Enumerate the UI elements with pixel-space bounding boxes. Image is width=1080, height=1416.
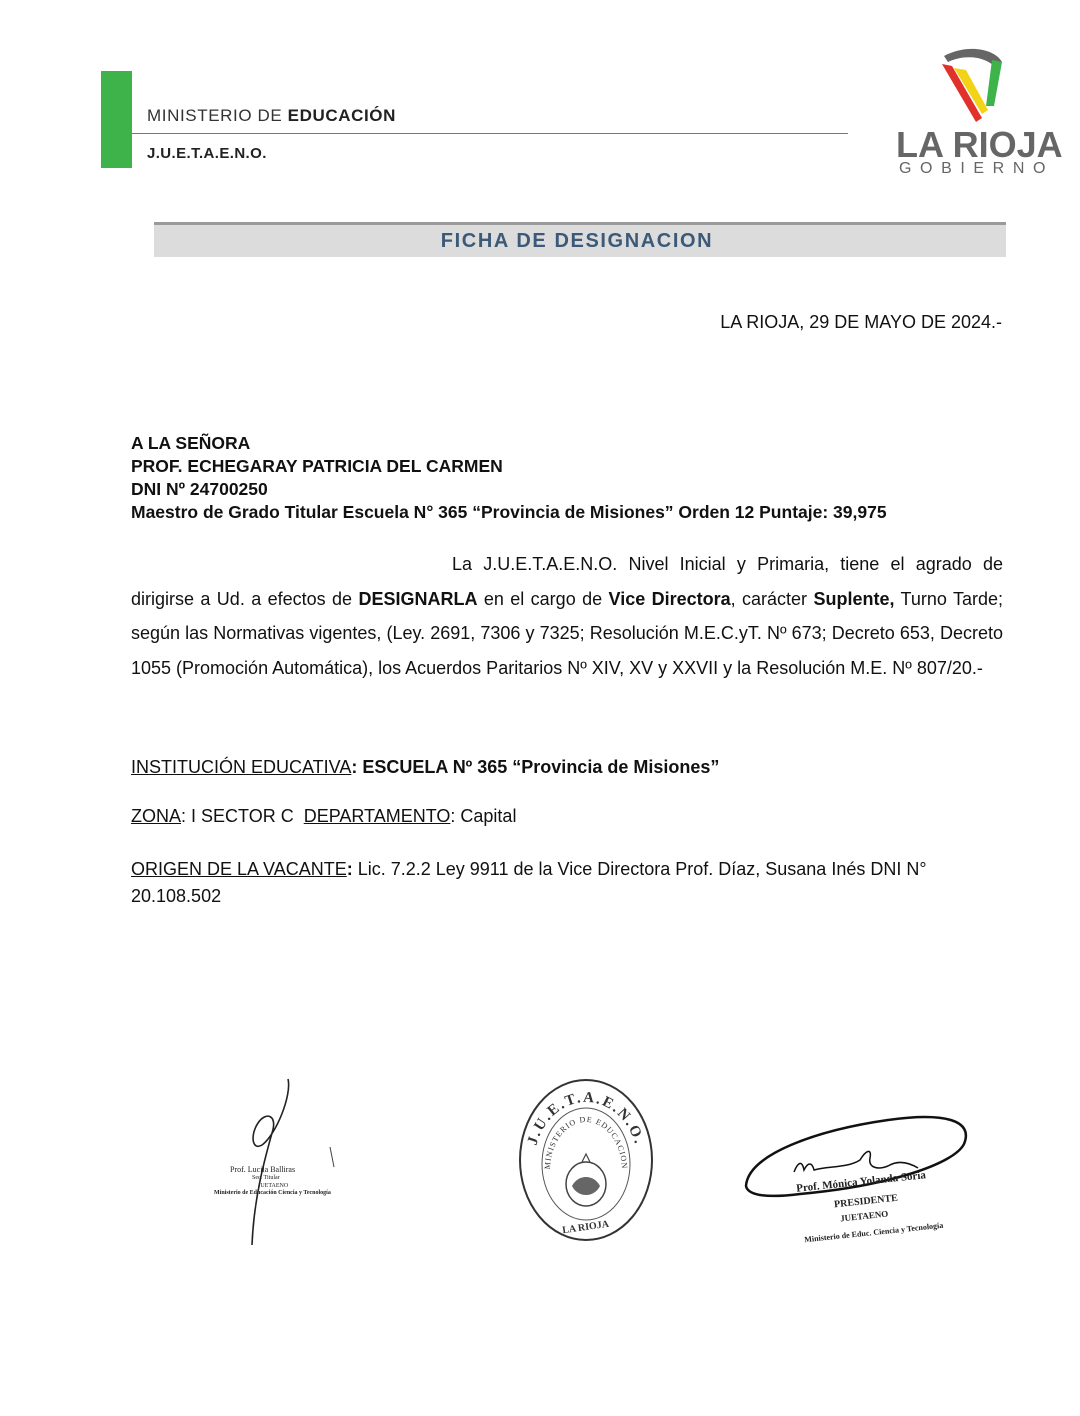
zona-field (131, 806, 516, 827)
svg-text:MINISTERIO DE EDUCACION: MINISTERIO DE EDUCACION (542, 1114, 630, 1170)
department-value: : Capital (450, 806, 517, 826)
institution-field: INSTITUCIÓN EDUCATIVA: ESCUELA Nº 365 “Provincia de Misiones” (131, 757, 720, 777)
agency-name: J.U.E.T.A.E.N.O. (147, 145, 267, 162)
logo-subtitle: GOBIERNO (899, 160, 1055, 177)
svg-text:J.U.E.T.A.E.N.O.: J.U.E.T.A.E.N.O. (524, 1089, 648, 1148)
department-label: DEPARTAMENTO (303, 806, 451, 826)
zona-label: ZONA (131, 806, 182, 826)
stamp-seal-icon (512, 1074, 660, 1246)
origen-field: ORIGEN DE LA VACANTE: Lic. 7.2.2 Ley 9911 de la Vice Directora Prof. Díaz, Susana Inés DNI N° 20.108.502 (131, 859, 927, 906)
header-accent-bar (101, 71, 132, 168)
document-title: FICHA DE DESIGNACION (440, 230, 714, 252)
signature-left: Prof. Lucila Balliras Sec. Titular JUETAENO Ministerio de Educación Ciencia y Tecnología (200, 1075, 350, 1253)
zona-value: : I SECTOR C (181, 806, 304, 826)
addressee-position: Maestro de Grado Titular Escuela N° 365 “Provincia de Misiones” Orden 12 Puntaje: 39,975 (131, 502, 887, 522)
addressee-name: PROF. ECHEGARAY PATRICIA DEL CARMEN (131, 456, 503, 476)
signature-right: Prof. Mónica Yolanda Soria PRESIDENTE JUETAENO Ministerio de Educ. Ciencia y Tecnología (738, 1110, 968, 1260)
origen-label: ORIGEN DE LA VACANTE (131, 859, 347, 879)
la-rioja-logo-icon (936, 44, 1010, 124)
institution-value: ESCUELA Nº 365 “Provincia de Misiones” (357, 757, 720, 777)
document-date: LA RIOJA, 29 DE MAYO DE 2024.- (720, 312, 1002, 332)
svg-text:LA RIOJA: LA RIOJA (561, 1218, 610, 1237)
origen-value: Lic. 7.2.2 Ley 9911 de la Vice Directora Prof. Díaz, Susana Inés DNI N° 20.108.502 (131, 859, 927, 906)
body-paragraph: La J.U.E.T.A.E.N.O. Nivel Inicial y Primaria, tiene el agrado de dirigirse a Ud. a efectos de DESIGNARLA en el cargo de Vice Directora, carácter Suplente, Turno Tarde; según las Normativas vigentes, (Ley. 2691, 7306 y 7325; Resolución M.E.C.yT. Nº 673; Decreto 653, Decreto 1055 (Promoción Automática), los Acuerdos Paritarios Nº XIV, XV y XXVII y la Resolución M.E. Nº 807/20.- (131, 554, 1003, 678)
ministry-name: MINISTERIO DE EDUCACIÓN (147, 106, 396, 125)
official-stamp (512, 1074, 660, 1246)
addressee-salutation: A LA SEÑORA (131, 433, 251, 453)
institution-label: INSTITUCIÓN EDUCATIVA (131, 757, 352, 777)
header-divider (132, 133, 848, 134)
signature-scribble-icon (200, 1075, 350, 1253)
logo-wordmark: LA RIOJA (896, 124, 1063, 165)
addressee-dni: DNI Nº 24700250 (131, 479, 268, 499)
